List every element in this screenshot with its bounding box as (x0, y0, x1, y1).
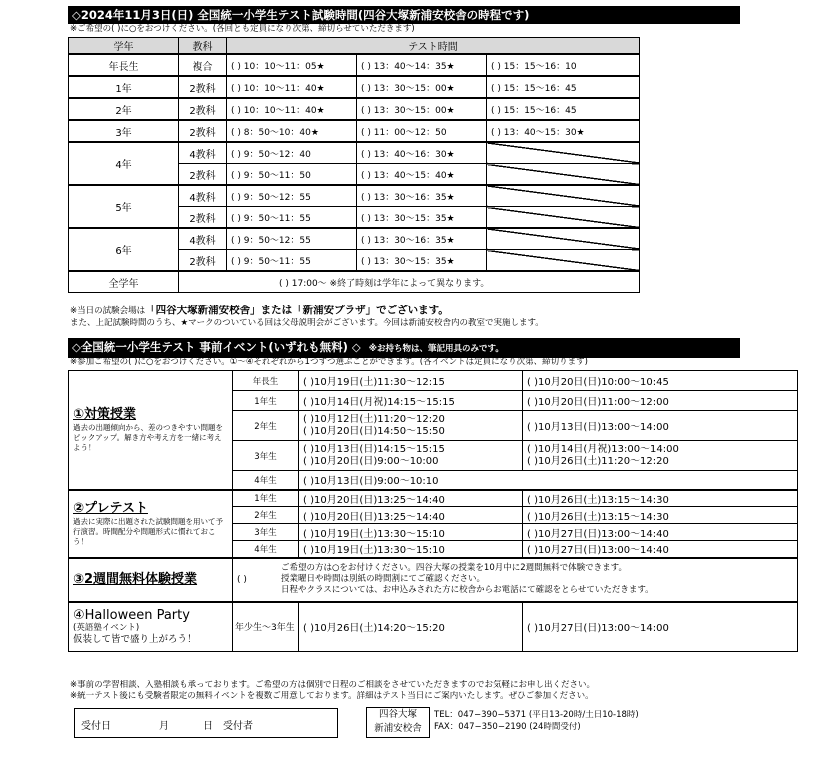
event-2-desc: 過去に実際に出題された試験問題を用いて予行演習。時間配分や問題形式に慣れておこう！ (73, 516, 223, 546)
event-1-info (69, 371, 233, 490)
event-3-line2: 授業曜日や時間は別紙の時間割にてご確認ください。 (281, 574, 486, 584)
event-2-info (69, 490, 233, 558)
empty-slot (487, 228, 640, 250)
grade-cell: 年長生 (233, 371, 299, 391)
event-slot[interactable]: ( )10月19日(土)11:30〜12:15 (299, 371, 523, 391)
time-slot[interactable]: ( ) 13：40〜14：35★ (357, 54, 487, 76)
events-note: ※参加ご希望の( )に○をおつけください。①〜④それぞれから1つずつ選ぶことができます。(各イベントは定員になり次第、締切ります) (70, 357, 588, 367)
time-slot[interactable]: ( ) 9：50〜12：55 (227, 185, 357, 207)
time-slot[interactable]: ( ) 13：30〜15：35★ (357, 207, 487, 229)
event-4-sub: (英語塾イベント) (73, 622, 140, 633)
table-row (69, 98, 640, 120)
time-slot[interactable]: ( ) 9：50〜11：50 (227, 164, 357, 186)
table-row (69, 602, 798, 652)
grade-cell: 1年生 (233, 391, 299, 411)
empty-slot (487, 250, 640, 272)
time-slot[interactable]: ( ) 15：15〜16：45 (487, 76, 640, 98)
time-slot[interactable]: ( ) 15：15〜16：45 (487, 98, 640, 120)
subject-cell: 4教科 (179, 142, 227, 164)
reception-person-label: 受付者 (223, 721, 253, 732)
time-slot[interactable]: ( ) 11：00〜12：50 (357, 120, 487, 142)
events-header: ◇全国統一小学生テスト 事前イベント(いずれも無料) ◇ ※お持ち物は、筆記用具のみです。 (68, 338, 740, 358)
grade-cell: 1年 (69, 76, 179, 98)
event-slot[interactable]: ( )10月12日(土)11:20〜12:20 ( )10月20日(日)14:50〜15:50 (299, 411, 523, 441)
event-slot[interactable]: ( )10月13日(日)9:00〜10:10 (299, 471, 798, 490)
time-slot[interactable]: ( ) 10：10〜11：05★ (227, 54, 357, 76)
contact-fax: FAX：047−350−2190 (24時間受付) (434, 722, 581, 732)
time-slot[interactable]: ( ) 15：15〜16：10 (487, 54, 640, 76)
time-slot[interactable]: ( ) 13：40〜15：30★ (487, 120, 640, 142)
event-slot[interactable]: ( )10月13日(日)14:15〜15:15 ( )10月20日(日)9:00〜10:00 (299, 441, 523, 471)
event-slot[interactable]: ( )10月26日(土)13:15〜14:30 (523, 490, 798, 507)
event-3-title: ③2週間無料体験授業 (73, 571, 198, 587)
time-slot[interactable]: ( ) 13：40〜15：40★ (357, 164, 487, 186)
empty-slot (487, 164, 640, 186)
reception-month-label: 月 (159, 721, 169, 732)
events-footnote-1: ※事前の学習相談、入塾相談も承っております。ご希望の方は個別で日程のご相談をさせていただきますのでお気軽にお申し出ください。 (70, 680, 595, 690)
event-3-line1: ご希望の方は○をお付けください。四谷大塚の授業を10月中に2週間無料で体験できます。 (281, 563, 627, 573)
grade-cell: 5年 (69, 185, 179, 228)
time-slot[interactable]: ( ) 13：30〜16：35★ (357, 228, 487, 250)
table-row (69, 142, 640, 164)
time-slot[interactable]: ( ) 13：30〜16：35★ (357, 185, 487, 207)
event-slot[interactable]: ( )10月27日(日)13:00〜14:40 (523, 541, 798, 558)
grade-cell: 4年 (69, 142, 179, 185)
grade-cell: 2年 (69, 98, 179, 120)
subject-cell: 2教科 (179, 164, 227, 186)
time-slot[interactable]: ( ) 13：30〜15：00★ (357, 98, 487, 120)
test-schedule-header: ◇2024年11月3日(日) 全国統一小学生テスト試験時間(四谷大塚新浦安校舎の時程です) (68, 6, 740, 24)
grade-cell: 6年 (69, 228, 179, 271)
subject-cell: 4教科 (179, 228, 227, 250)
event-slot[interactable]: ( )10月27日(日)13:00〜14:40 (523, 524, 798, 541)
grade-cell: 3年 (69, 120, 179, 142)
subject-cell: 2教科 (179, 98, 227, 120)
time-slot[interactable]: ( ) 10：10〜11：40★ (227, 98, 357, 120)
table-row (69, 271, 640, 293)
event-slot[interactable]: ( )10月20日(日)13:25〜14:40 (299, 490, 523, 507)
event-1-title: ①対策授業 (73, 406, 137, 422)
event-slot[interactable]: ( )10月26日(土)14:20〜15:20 (299, 602, 523, 652)
time-slot[interactable]: ( ) 9：50〜12：40 (227, 142, 357, 164)
time-slot[interactable]: ( ) 8：50〜10：40★ (227, 120, 357, 142)
grade-cell: 3年生 (233, 524, 299, 541)
reception-date-label: 受付日 (81, 721, 111, 732)
table-row (69, 185, 640, 207)
col-grade: 学年 (69, 38, 179, 55)
school-name-box (366, 707, 430, 738)
grade-cell: 全学年 (69, 271, 179, 293)
time-slot[interactable]: ( ) 13：30〜15：00★ (357, 76, 487, 98)
events-footnote-2: ※統一テスト後にも受験者限定の無料イベントを複数ご用意しております。詳細はテスト当日にご案内いたします。ぜひご参加ください。 (70, 691, 594, 701)
grade-cell: 年長生 (69, 54, 179, 76)
subject-cell: 2教科 (179, 76, 227, 98)
table-row (69, 228, 640, 250)
subject-cell: 複合 (179, 54, 227, 76)
subject-cell: 4教科 (179, 185, 227, 207)
event-slot[interactable]: ( )10月14日(月祝)14:15〜15:15 (299, 391, 523, 411)
event-slot[interactable]: ( )10月19日(土)13:30〜15:10 (299, 541, 523, 558)
test-footnote-1: ※当日の試験会場は「四谷大塚新浦安校舎」または「新浦安プラザ」でございます。 (70, 305, 449, 316)
subject-cell: 2教科 (179, 250, 227, 272)
event-3-info (69, 558, 233, 602)
event-1-desc: 過去の出題傾向から、差のつきやすい問題をピックアップ。解き方や考え方を一緒に考えよう！ (73, 422, 223, 452)
grade-cell: 年少生〜3年生 (233, 602, 299, 652)
subject-cell: 2教科 (179, 207, 227, 229)
time-slot[interactable]: ( ) 9：50〜11：55 (227, 250, 357, 272)
event-slot[interactable]: ( )10月13日(日)13:00〜14:00 (523, 411, 798, 441)
col-subject: 教科 (179, 38, 227, 55)
grade-cell: 4年生 (233, 471, 299, 490)
test-footnote-2: また、上記試験時間のうち、★マークのついている回は父母説明会がございます。今回は新浦安校舎内の教室で実施します。 (70, 318, 544, 328)
grade-cell: 2年生 (233, 507, 299, 524)
test-schedule-note: ※ご希望の( )に○をおつけください。(各回とも定員になり次第、締切らせていただきます) (70, 24, 415, 34)
subject-cell: 2教科 (179, 120, 227, 142)
time-slot[interactable]: ( ) 13：30〜15：35★ (357, 250, 487, 272)
grade-cell: 2年生 (233, 411, 299, 441)
test-schedule-table (68, 37, 640, 293)
school-name-1: 四谷大塚 (378, 709, 417, 720)
time-slot[interactable]: ( ) 10：10〜11：40★ (227, 76, 357, 98)
time-slot[interactable]: ( ) 9：50〜12：55 (227, 228, 357, 250)
event-slot[interactable]: ( )10月27日(日)13:00〜14:00 (523, 602, 798, 652)
event-slot[interactable]: ( )10月19日(土)13:30〜15:10 (299, 524, 523, 541)
table-row (69, 54, 640, 76)
table-row (69, 371, 798, 391)
event-4-info (69, 602, 233, 652)
events-table (68, 370, 798, 652)
time-slot[interactable]: ( ) 9：50〜11：55 (227, 207, 357, 229)
col-test-time: テスト時間 (227, 38, 640, 55)
school-name-2: 新浦安校舎 (374, 723, 422, 734)
empty-slot (487, 142, 640, 164)
grade-cell: 4年生 (233, 541, 299, 558)
event-slot[interactable]: ( )10月20日(日)13:25〜14:40 (299, 507, 523, 524)
event-slot[interactable]: ( )10月20日(日)11:00〜12:00 (523, 391, 798, 411)
table-row (69, 76, 640, 98)
reception-day-label: 日 (203, 721, 213, 732)
event-2-title: ②プレテスト (73, 500, 148, 516)
grade-cell: 1年生 (233, 490, 299, 507)
event-3-paren[interactable]: ( ) (237, 574, 247, 585)
grade-cell: 3年生 (233, 441, 299, 471)
empty-slot (487, 185, 640, 207)
event-3-slot[interactable] (233, 558, 798, 602)
event-slot[interactable]: ( )10月26日(土)13:15〜14:30 (523, 507, 798, 524)
table-row (69, 490, 798, 507)
event-4-desc: 仮装して皆で盛り上がろう！ (73, 633, 197, 645)
empty-slot (487, 207, 640, 229)
table-row (69, 120, 640, 142)
event-4-title: ④Halloween Party (73, 607, 190, 623)
time-slot[interactable]: ( ) 13：40〜16：30★ (357, 142, 487, 164)
event-slot[interactable]: ( )10月20日(日)10:00〜10:45 (523, 371, 798, 391)
table-row (69, 558, 798, 602)
event-slot[interactable]: ( )10月14日(月祝)13:00〜14:00 ( )10月26日(土)11:20〜12:20 (523, 441, 798, 471)
contact-tel: TEL：047−390−5371 (平日13-20時/土日10-18時) (434, 710, 639, 720)
reception-box (74, 708, 338, 738)
all-grades-slot[interactable]: ( ) 17:00〜 ※終了時刻は学年によって異なります。 (179, 271, 640, 293)
event-3-line3: 日程やクラスについては、お申込みされた方に校舎からお電話にて確認をとらせていただきます。 (281, 585, 654, 595)
